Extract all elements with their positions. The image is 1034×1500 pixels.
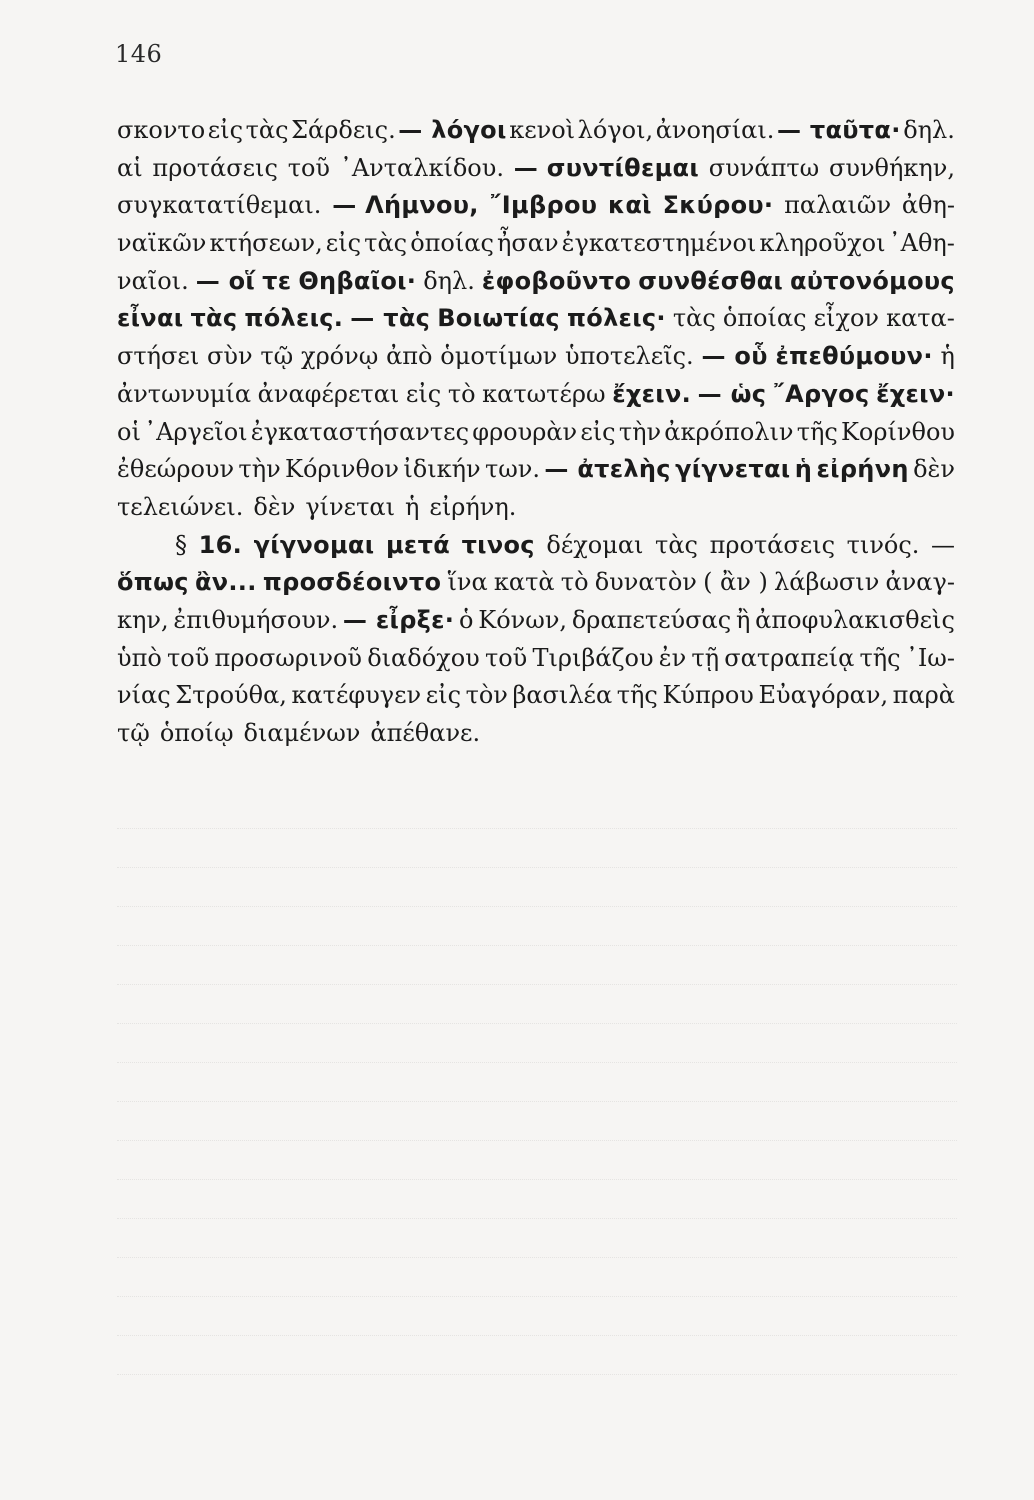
- word: τὰς: [672, 304, 716, 333]
- word: ἀπὸ: [386, 342, 433, 371]
- lemma: μετά: [385, 530, 450, 559]
- lemma: — οὗ: [701, 342, 768, 371]
- word: παλαιῶν: [784, 191, 892, 220]
- word: κην,: [117, 605, 169, 634]
- word: χρόνῳ: [301, 342, 379, 371]
- word: Τιριβάζου: [532, 643, 654, 672]
- word: ἵνα: [447, 568, 488, 597]
- lemma: — λόγοι: [398, 116, 507, 144]
- word: τελειώνει.: [117, 492, 244, 521]
- lemma: — ὡς: [697, 379, 767, 408]
- text-line-2: [117, 150, 955, 188]
- word: ὁμοτίμων: [440, 342, 558, 371]
- lemma: — οἵ: [195, 266, 256, 295]
- commentary-text: [117, 112, 955, 753]
- word: ἐγκαταστήσαντες: [250, 417, 470, 446]
- word: τὴν: [618, 417, 662, 446]
- word: τὰς: [364, 229, 408, 258]
- word: ὁποίας: [410, 229, 494, 258]
- word: σκοντο: [117, 116, 206, 144]
- word: ὁποίῳ: [159, 719, 234, 747]
- word: τῇ: [691, 643, 720, 672]
- word: οἱ: [117, 417, 141, 446]
- lemma: εἶναι: [117, 304, 184, 333]
- word: Κόνων,: [478, 605, 568, 634]
- word: σὺν: [207, 342, 253, 371]
- word: τινός.: [846, 530, 920, 559]
- text-line-7: [117, 338, 955, 376]
- section-number: 16.: [198, 530, 242, 559]
- word: Κύπρου: [662, 681, 754, 710]
- lemma: — τὰς: [350, 304, 431, 333]
- text-line-6: [117, 300, 955, 338]
- word: σατραπείᾳ: [724, 643, 855, 672]
- word: δηλ.: [423, 266, 475, 295]
- word: τὴν: [238, 455, 281, 484]
- text-line-11: [117, 489, 955, 527]
- word: λόγοι,: [577, 116, 654, 144]
- word: ὁποίας: [722, 304, 807, 333]
- lemma: τε: [262, 266, 292, 295]
- word: εἰς: [405, 379, 442, 408]
- lemma: καὶ: [608, 191, 652, 220]
- lemma: πόλεις·: [567, 304, 666, 333]
- word: ᾿Ιω-: [905, 643, 955, 672]
- text-line-15: [117, 640, 955, 678]
- word: ἐγκατεστημένοι: [561, 229, 757, 258]
- lemma: γίγνεται: [675, 455, 791, 484]
- word: λάβωσιν: [774, 568, 880, 597]
- word: ἀπέθανε.: [370, 719, 481, 747]
- word: ἀνοησίαι.: [655, 116, 775, 144]
- lemma: ῎Ιμβρου: [489, 191, 598, 220]
- text-line-10: [117, 451, 955, 489]
- word: τὸ: [560, 568, 589, 597]
- word: αἱ: [117, 153, 143, 182]
- text-line-16: [117, 677, 955, 715]
- reverse-side-bleedthrough: [117, 790, 957, 1390]
- lemma: τὰς: [190, 304, 238, 333]
- lemma: Βοιωτίας: [437, 304, 560, 333]
- lemma: — ταῦτα·: [776, 116, 901, 144]
- word: συγκατατίθεμαι.: [117, 191, 322, 220]
- lemma: αὐτονόμους: [790, 266, 955, 295]
- lemma: ἂν...: [194, 568, 257, 597]
- word: δραπετεύσας: [571, 605, 732, 634]
- word: ἦσαν: [497, 229, 559, 258]
- word: νίας: [117, 681, 171, 710]
- lemma: ἔχειν.: [612, 379, 692, 408]
- lemma: ἡ: [794, 455, 813, 484]
- text-line-1: [117, 112, 955, 150]
- word: τῆς: [796, 417, 838, 446]
- lemma: πόλεις.: [244, 304, 344, 333]
- lemma: εἰρήνη: [816, 455, 909, 484]
- word: ἀναφέρεται: [257, 379, 400, 408]
- word: ὁ: [459, 605, 474, 634]
- word: φρουρὰν: [472, 417, 578, 446]
- word: ἢ: [735, 605, 751, 634]
- text-line-9: [117, 414, 955, 452]
- word: δυνατὸν: [594, 568, 697, 597]
- word: Σάρδεις.: [291, 116, 396, 144]
- word: ὑποτελεῖς.: [565, 342, 694, 371]
- lemma: προσδέοιντο: [262, 568, 442, 597]
- lemma: — εἶρξε·: [342, 605, 455, 634]
- word: τῷ: [117, 719, 150, 747]
- word: ἀθη-: [901, 191, 955, 220]
- word: ( ἂν ): [703, 568, 768, 597]
- word: τὸ: [447, 379, 476, 408]
- word: ἀντωνυμία: [117, 379, 252, 408]
- word: τοῦ: [167, 643, 210, 672]
- word: τοῦ: [287, 153, 331, 182]
- word: ἰδικήν: [403, 455, 481, 484]
- word: τῆς: [859, 643, 901, 672]
- word: τὰς: [245, 116, 289, 144]
- word: τοῦ: [484, 643, 528, 672]
- word: ἐπιθυμήσουν.: [173, 605, 339, 634]
- word: διαμένων: [243, 719, 361, 747]
- word: δηλ.: [903, 116, 955, 144]
- lemma: — συντίθεμαι: [513, 153, 699, 182]
- section-sign: §: [175, 530, 187, 559]
- word: κατα-: [886, 304, 955, 333]
- word: δὲν: [253, 492, 296, 521]
- word: ᾿Αθη-: [888, 229, 955, 258]
- lemma: συνθέσθαι: [638, 266, 784, 295]
- lemma: ἐφοβοῦντο: [481, 266, 632, 295]
- lemma: ῎Αργος: [772, 379, 870, 408]
- word: εἰς: [425, 681, 462, 710]
- text-line-17: [117, 715, 955, 753]
- lemma: ὅπως: [117, 568, 189, 597]
- word: εἰς: [580, 417, 616, 446]
- word: συνθήκην,: [828, 153, 955, 182]
- word: τὸν: [465, 681, 508, 710]
- lemma: — ἀτελὴς: [544, 455, 671, 484]
- word: ἀποφυλακισθεὶς: [755, 605, 955, 634]
- text-line-8: [117, 376, 955, 414]
- text-line-3: [117, 187, 955, 225]
- word: ἀκρόπολιν: [664, 417, 794, 446]
- text-line-14: [117, 602, 955, 640]
- word: εἶχον: [813, 304, 880, 333]
- word: ναϊκῶν: [117, 229, 207, 258]
- lemma: γίγνομαι: [253, 530, 375, 559]
- lemma: τινος: [461, 530, 535, 559]
- lemma: Θηβαῖοι·: [298, 266, 417, 295]
- word: Κόρινθον: [285, 455, 399, 484]
- word: ἡ: [405, 492, 420, 521]
- lemma: — Λήμνου,: [332, 191, 479, 220]
- word: τὰς: [655, 530, 698, 559]
- word: ἐθεώρουν: [117, 455, 235, 484]
- text-line-12: [117, 527, 955, 565]
- word: εἰς: [207, 116, 244, 144]
- word: —: [931, 530, 955, 559]
- word: προτάσεις: [152, 153, 278, 182]
- word: κληροῦχοι: [759, 229, 886, 258]
- word: Κορίνθου: [841, 417, 955, 446]
- lemma: Σκύρου·: [662, 191, 774, 220]
- page-number: 146: [115, 40, 163, 68]
- word: ἡ: [940, 342, 955, 371]
- text-line-13: [117, 564, 955, 602]
- word: ὑπὸ: [117, 643, 162, 672]
- word: ναῖοι.: [117, 266, 189, 295]
- word: δέχομαι: [546, 530, 644, 559]
- lemma: ἐπεθύμουν·: [775, 342, 933, 371]
- word: εἰρήνη.: [429, 492, 517, 521]
- word: εἰς: [325, 229, 362, 258]
- word: ἀναγ-: [885, 568, 955, 597]
- word: Εὐαγόραν,: [758, 681, 889, 710]
- word: ᾿Ανταλκίδου.: [339, 153, 504, 182]
- word: συνάπτω: [708, 153, 820, 182]
- text-line-4: [117, 225, 955, 263]
- word: δὲν: [913, 455, 955, 484]
- word: κατὰ: [493, 568, 555, 597]
- word: προτάσεις: [709, 530, 836, 559]
- word: ἐν: [658, 643, 687, 672]
- word: βασιλέα: [512, 681, 613, 710]
- word: γίνεται: [305, 492, 395, 521]
- word: ᾿Αργεῖοι: [144, 417, 248, 446]
- word: των.: [484, 455, 541, 484]
- word: διαδόχου: [367, 643, 480, 672]
- word: κατέφυγεν: [291, 681, 422, 710]
- word: κατωτέρω: [482, 379, 606, 408]
- word: τῆς: [616, 681, 658, 710]
- lemma: ἔχειν·: [876, 379, 955, 408]
- word: στήσει: [117, 342, 200, 371]
- text-line-5: [117, 263, 955, 301]
- word: τῷ: [260, 342, 294, 371]
- word: προσωρινοῦ: [214, 643, 362, 672]
- word: κτήσεων,: [209, 229, 323, 258]
- word: Στρούθα,: [175, 681, 287, 710]
- word: παρὰ: [892, 681, 955, 710]
- word: κενοὶ: [509, 116, 576, 144]
